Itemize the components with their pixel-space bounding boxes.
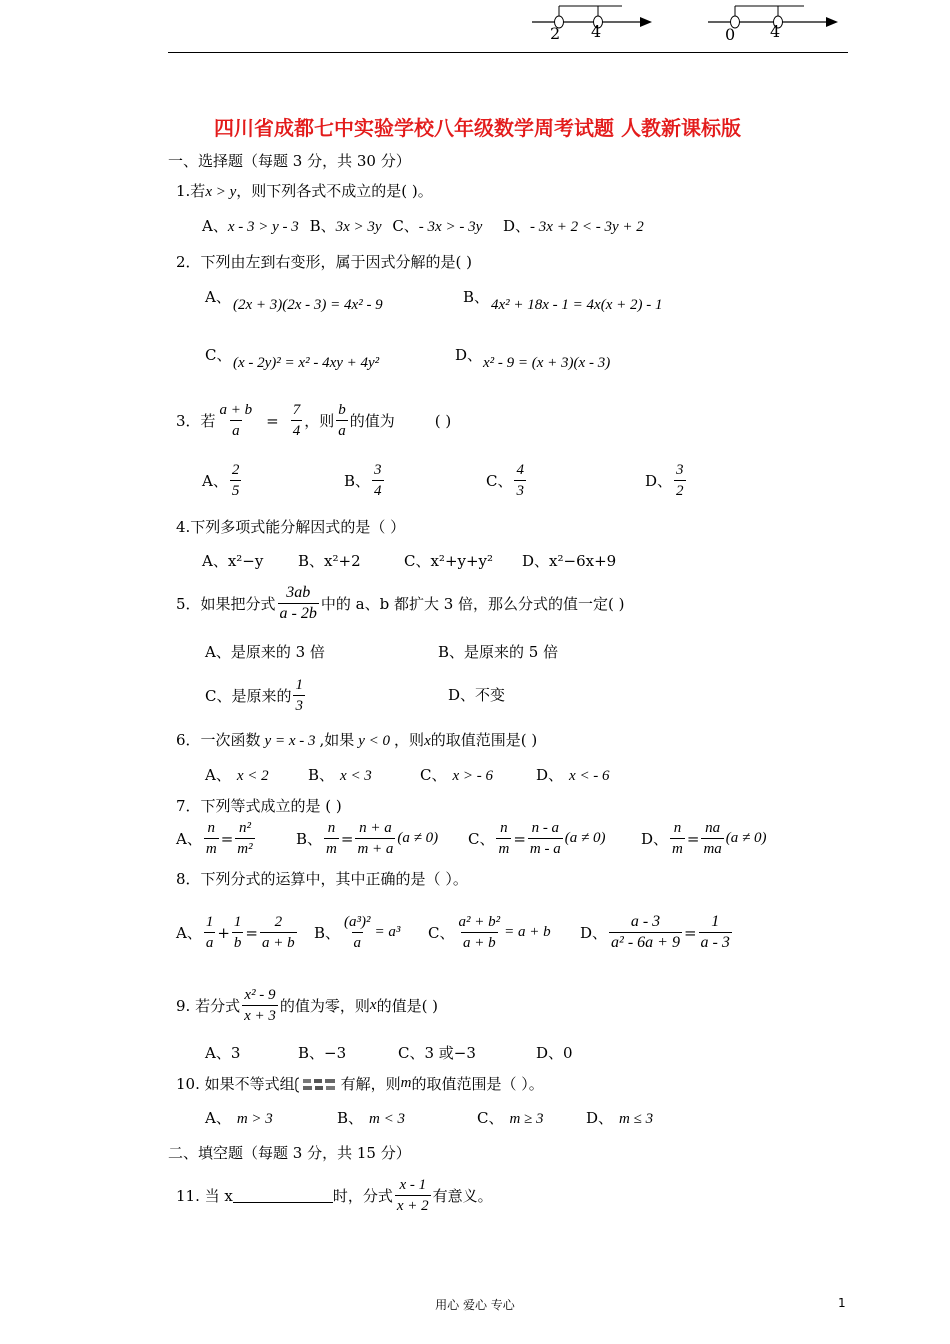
numerator: 4 [516, 462, 524, 478]
math-expr: x² - 9 = (x + 3)(x - 3) [483, 355, 611, 371]
fraction [674, 460, 686, 501]
stem-text: ,如果 [319, 731, 355, 749]
question-2-stem: 2．下列由左到右变形，属于因式分解的是( ) [176, 253, 473, 271]
fraction [293, 675, 305, 716]
stem-text: 10. 如果不等式组 [176, 1075, 295, 1093]
option-b[interactable]: B、 $\frac{n}{m}$ = $\frac{n + a}{m + a}$ (a ≠ 0) [296, 820, 439, 857]
option-d[interactable] [645, 460, 688, 501]
question-9-stem [176, 985, 438, 1026]
math-expr: x > - 6 [452, 768, 494, 784]
numerator: 3 [676, 462, 684, 478]
denominator: x + 3 [242, 1005, 278, 1026]
numerator: a² + b² [458, 914, 501, 930]
option-a[interactable] [202, 217, 299, 235]
math-expr: x - 3 > y - 3 [227, 219, 299, 235]
inequality-system-image [295, 1076, 341, 1092]
option-a[interactable] [205, 764, 269, 785]
math-expr: m < 3 [369, 1111, 405, 1127]
denominator: 2 [674, 480, 686, 501]
option-label: A、 [176, 924, 202, 942]
option-label: C、 [392, 217, 419, 235]
fraction [514, 460, 526, 501]
option-a[interactable] [202, 460, 243, 501]
option-d[interactable] [536, 764, 610, 785]
denominator: a + b [260, 932, 297, 953]
math-expr: = a³ [374, 924, 401, 940]
math-expr: 3x > 3y [335, 219, 382, 235]
fraction [204, 818, 219, 859]
denominator: a - 3 [700, 934, 730, 951]
option-d[interactable]: D、 $\frac{n}{m}$ = $\frac{na}{ma}$ (a ≠ 0) [641, 820, 767, 857]
fraction [701, 818, 723, 859]
denominator: a + b [461, 932, 498, 953]
numerator: 2 [231, 462, 240, 478]
option-a[interactable]: A、3 [205, 1044, 241, 1062]
denominator: a [230, 420, 242, 441]
fraction [609, 912, 682, 953]
option-label: A、 [205, 766, 231, 784]
option-b[interactable] [310, 217, 382, 235]
denominator: 4 [372, 480, 384, 501]
option-c[interactable] [392, 217, 482, 235]
numerator: n² [238, 820, 251, 836]
numerator: n [327, 820, 336, 836]
fraction [670, 818, 685, 859]
option-label: D、 [580, 924, 608, 942]
option-c[interactable] [477, 1107, 544, 1128]
question-5-stem [176, 583, 625, 624]
math-expr: m ≤ 3 [619, 1111, 654, 1127]
option-label: B、 [308, 766, 335, 784]
fraction [336, 400, 348, 441]
denominator: 3 [514, 480, 526, 501]
option-b[interactable] [314, 912, 400, 953]
option-label: D、 [645, 472, 673, 490]
math-expr: x > y [205, 184, 237, 200]
option-d[interactable]: D、 $\frac{a - 3}{\text{a² - 6a + 9}}$ = $\frac{1}{a - 3}$ [580, 913, 730, 951]
denominator: a [336, 420, 348, 441]
option-b[interactable]: B、x²+2 [298, 552, 361, 570]
question-1-options [202, 215, 644, 236]
option-b[interactable]: B、是原来的 5 倍 [438, 643, 559, 661]
option-a[interactable]: A、 $\frac{n}{m}$ = $\frac{\text{n²}}{\text{m²}}$ [176, 820, 253, 857]
numerator: 3 [374, 462, 382, 478]
math-expr: y < 0 [358, 733, 391, 749]
option-label: A、 [202, 217, 228, 235]
math-expr: 4x² + 18x - 1 = 4x(x + 2) - 1 [491, 297, 663, 313]
fraction [278, 583, 319, 624]
stem-text: 5．如果把分式 [176, 595, 276, 613]
option-b[interactable]: B、−3 [298, 1044, 347, 1062]
fraction [342, 912, 372, 953]
option-a[interactable]: A、x²−y [202, 552, 264, 570]
fraction [395, 1175, 431, 1216]
stem-text: 有意义。 [432, 1187, 493, 1205]
header-rule [168, 52, 848, 53]
option-b[interactable] [337, 1107, 405, 1128]
question-1-stem [176, 180, 433, 201]
math-expr: - 3x > - 3y [418, 219, 483, 235]
stem-text: 的取值范围是（ ）。 [411, 1075, 544, 1093]
stem-text: 的值为零，则 [279, 997, 370, 1015]
stem-text: ，则 [394, 731, 425, 749]
stem-text: 的值为 [349, 412, 395, 430]
question-8-stem: 8．下列分式的运算中，其中正确的是（ ）。 [176, 870, 468, 888]
option-label: C、 [420, 766, 447, 784]
option-label: D、 [503, 217, 531, 235]
fraction [204, 912, 216, 953]
stem-text: 9. 若分式 [176, 997, 241, 1015]
question-11-stem [176, 1175, 493, 1216]
math-expr: x < 2 [236, 768, 269, 784]
option-label: C、 [486, 472, 513, 490]
option-c[interactable] [420, 764, 493, 785]
math-expr: (a ≠ 0) [725, 830, 767, 846]
denominator: 3 [293, 695, 305, 716]
option-d[interactable] [503, 217, 644, 235]
answer-paren: ( ) [434, 411, 452, 430]
equals-sign: = [266, 411, 279, 430]
option-label: D、 [536, 766, 564, 784]
numerator: 1 [233, 914, 242, 930]
denominator: a [204, 932, 216, 953]
option-d[interactable]: D、不变 [448, 686, 506, 704]
option-c[interactable]: C、 $\frac{n}{m}$ = $\frac{n - a}{m - a}$ (a ≠ 0) [468, 820, 606, 857]
option-label: C、是原来的 [205, 687, 292, 705]
answer-blank[interactable] [233, 1188, 333, 1203]
stem-text: 的值是( ) [376, 997, 439, 1015]
option-label: B、 [296, 830, 323, 848]
option-label: A、 [205, 1109, 231, 1127]
stem-text: 的取值范围是( ) [430, 731, 538, 749]
fraction [235, 818, 254, 859]
numerator: a - 3 [630, 913, 661, 930]
option-label: C、 [428, 924, 455, 942]
numberline-tick-label: 4 [770, 22, 781, 41]
option-b[interactable] [308, 764, 372, 785]
option-label: B、 [344, 472, 371, 490]
math-expr: x < 3 [340, 768, 372, 784]
math-expr: x < - 6 [569, 768, 610, 784]
numerator: n [500, 820, 508, 836]
numberline-tick-label: 0 [725, 25, 736, 44]
option-d[interactable]: D、 [455, 346, 483, 364]
denominator: b [232, 932, 244, 953]
denominator: ma [701, 838, 723, 859]
math-expr: = a + b [504, 924, 551, 940]
stem-text: 中的 a、b 都扩大 3 倍，那么分式的值一定( ) [320, 595, 625, 613]
denominator: 4 [291, 420, 303, 441]
denominator: m [670, 838, 685, 859]
option-a[interactable]: A、 $\frac{1}{a}$ + $\frac{1}{b}$ = $\frac{2}{a + b}$ [176, 914, 295, 951]
option-label: D、 [586, 1109, 614, 1127]
option-d[interactable]: D、x²−6x+9 [522, 552, 617, 570]
option-c[interactable]: C、x²+y+y² [404, 552, 494, 570]
numerator: a + b [219, 402, 253, 418]
fraction [355, 818, 395, 859]
denominator: x + 2 [395, 1195, 431, 1216]
numberline-tick-label: 2 [550, 24, 561, 43]
numerator: b [338, 402, 346, 418]
denominator: m [496, 838, 511, 859]
denominator: m - a [528, 838, 563, 859]
denominator: a - 2b [279, 605, 317, 622]
question-3-stem [176, 400, 451, 441]
option-label: A、 [202, 472, 228, 490]
stem-text: 3．若 [176, 412, 216, 430]
fraction [324, 818, 339, 859]
math-expr: m > 3 [236, 1111, 273, 1127]
math-expr: y = x - 3 [264, 733, 316, 749]
numerator: n [207, 820, 216, 836]
fraction [699, 912, 732, 953]
option-label: C、 [468, 830, 495, 848]
math-expr: m ≥ 3 [509, 1111, 544, 1127]
option-c[interactable] [205, 675, 307, 716]
option-c[interactable]: C、 [205, 346, 232, 364]
denominator: m [204, 838, 219, 859]
denominator: m + a [355, 838, 395, 859]
option-a[interactable]: A、 [205, 288, 231, 306]
numerator: x - 1 [399, 1177, 427, 1193]
option-d[interactable] [586, 1107, 653, 1128]
option-label: B、 [309, 217, 336, 235]
numerator: n - a [531, 820, 560, 836]
option-a[interactable] [205, 1107, 273, 1128]
stem-text: 有解，则 [340, 1075, 401, 1093]
numerator: 1 [295, 677, 303, 693]
stem-text: 1.若 [176, 182, 206, 200]
math-expr: - 3x + 2 < - 3y + 2 [530, 219, 644, 235]
page-title: 四川省成都七中实验学校八年级数学周考试题 人教新课标版 [214, 116, 741, 140]
option-b[interactable]: B、 [463, 288, 490, 306]
fraction [260, 912, 297, 953]
numerator: 1 [205, 914, 214, 930]
denominator: m [324, 838, 339, 859]
page-footer: 用心 爱心 专心 [435, 1298, 515, 1312]
denominator: 5 [230, 480, 242, 501]
section-heading-fill: 二、填空题（每题 3 分，共 15 分） [168, 1144, 411, 1162]
fraction [218, 400, 255, 441]
stem-text: ，则 [304, 412, 335, 430]
numerator: n [673, 820, 682, 836]
question-10-stem [176, 1073, 544, 1094]
math-expr: (2x + 3)(2x - 3) = 4x² - 9 [233, 297, 383, 313]
math-expr: x [369, 997, 377, 1013]
option-label: D、 [641, 830, 669, 848]
fraction [230, 460, 242, 501]
numerator: 7 [292, 402, 301, 418]
option-label: A、 [176, 830, 202, 848]
stem-text: 11. 当 x [176, 1187, 233, 1205]
denominator: m² [235, 838, 254, 859]
page-number: 1 [838, 1296, 846, 1310]
stem-text: 6．一次函数 [176, 731, 261, 749]
numerator: na [705, 820, 721, 836]
math-expr: x [424, 733, 431, 749]
denominator: a [352, 932, 364, 953]
fraction [372, 460, 384, 501]
stem-text: ，则下列各式不成立的是( )。 [236, 182, 433, 200]
fraction [528, 818, 563, 859]
fraction [496, 818, 511, 859]
fraction [291, 400, 303, 441]
numerator: 2 [274, 914, 283, 930]
numerator: 1 [711, 913, 720, 930]
fraction [242, 985, 278, 1026]
option-label: B、 [314, 924, 341, 942]
math-expr: (a ≠ 0) [397, 830, 439, 846]
math-expr: (a ≠ 0) [564, 830, 606, 846]
numerator: (a³)² [344, 914, 371, 930]
math-expr: m [400, 1075, 412, 1091]
numberline-tick-label: 4 [591, 22, 602, 41]
section-heading-choice: 一、选择题（每题 3 分，共 30 分） [168, 152, 411, 170]
option-label: B、 [337, 1109, 364, 1127]
math-expr: (x - 2y)² = x² - 4xy + 4y² [233, 355, 380, 371]
option-d[interactable]: D、0 [536, 1044, 573, 1062]
numerator: x² - 9 [244, 987, 276, 1003]
question-4-stem: 4.下列多项式能分解因式的是（ ） [176, 518, 406, 536]
question-7-stem: 7．下列等式成立的是 ( ) [176, 797, 342, 815]
fraction [232, 912, 244, 953]
option-b[interactable] [344, 460, 386, 501]
fraction [456, 912, 502, 953]
question-6-stem [176, 729, 537, 750]
option-label: C、 [477, 1109, 504, 1127]
numerator: 3ab [286, 584, 311, 601]
option-c[interactable] [428, 912, 551, 953]
denominator: a² - 6a + 9 [611, 934, 680, 951]
option-c[interactable] [486, 460, 528, 501]
option-c[interactable]: C、3 或−3 [398, 1044, 476, 1062]
stem-text: 时，分式 [332, 1187, 393, 1205]
option-a[interactable]: A、是原来的 3 倍 [205, 643, 325, 661]
numerator: n + a [359, 820, 392, 836]
